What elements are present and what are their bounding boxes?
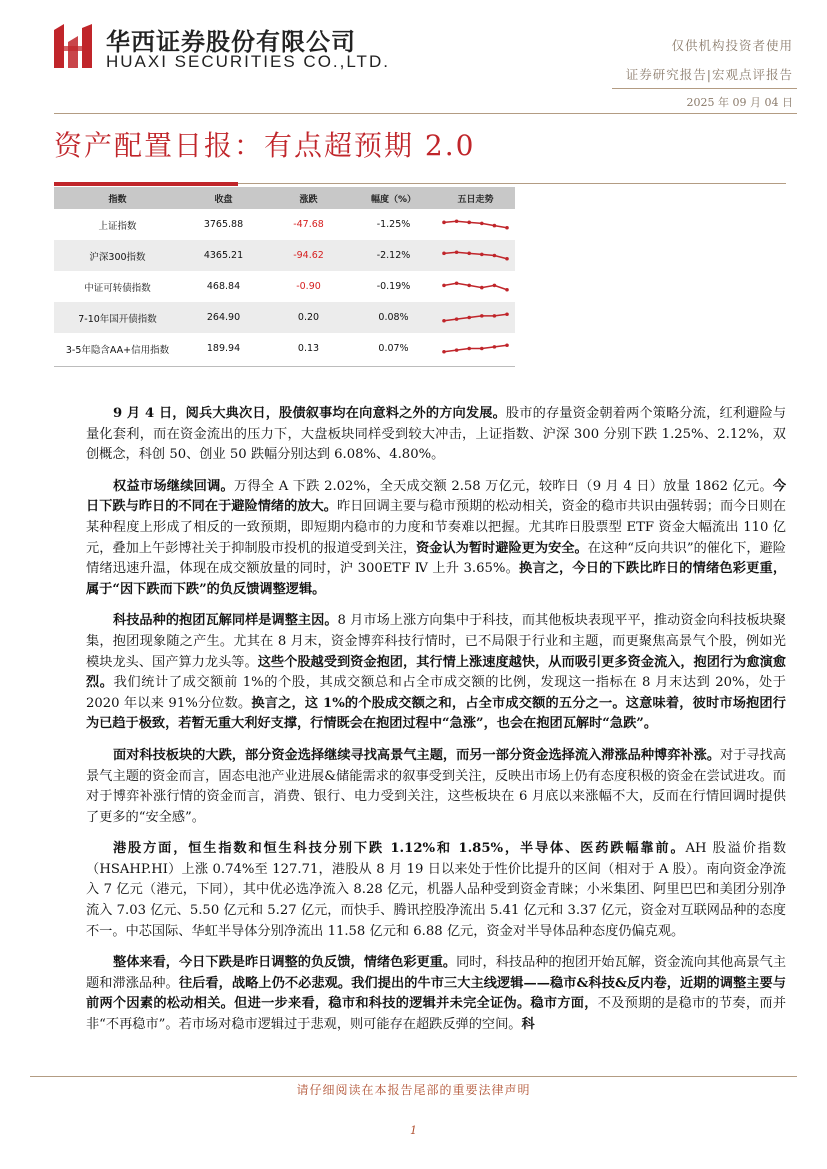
sparkline-point	[455, 219, 459, 223]
sparkline-line	[444, 314, 507, 321]
index-change: -47.68	[293, 219, 324, 230]
sparkline-line	[444, 345, 507, 352]
index-close: 3765.88	[203, 219, 244, 230]
company-name-cn: 华西证券股份有限公司	[106, 28, 356, 56]
index-change: -94.62	[293, 250, 324, 261]
table-row	[54, 271, 515, 302]
index-close: 468.84	[206, 281, 241, 292]
sparkline-point	[480, 222, 484, 226]
sparkline-point	[455, 348, 459, 352]
sparkline-point	[493, 314, 497, 318]
sparkline-line	[444, 221, 507, 228]
paragraph-5: 港股方面，恒生指数和恒生科技分别下跌 1.12%和 1.85%，半导体、医药跌幅靠前。AH 股溢价指数（HSAHP.HI）上涨 0.74%至 127.71，港股从 8 月 19 日以来处于性价比提升的区间（相对于 A 股）。南向资金净流入 7 亿元（港元，下同），其中优必选净流入 8.28 亿元，机器人品种受到资金青睐；小米集团、阿里巴巴和美团分别净流入 7.03 亿元、5.50 亿元和 5.27 亿元，而快手、腾讯控股净流出 5.41 亿元和 3.37 亿元，资金对互联网品种的态度不一。中芯国际、华虹半导体分别净流出 11.58 亿元和 6.88 亿元，资金对半导体品种态度仍偏克观。	[86, 841, 787, 939]
sparkline-line	[444, 252, 507, 259]
sparkline-point	[505, 257, 509, 261]
index-name: 3-5年隐含AA+信用指数	[65, 344, 170, 356]
sparkline-point	[467, 316, 471, 320]
page-number: 1	[410, 1124, 417, 1137]
trend-sparkline	[436, 271, 515, 302]
trend-sparkline	[436, 209, 515, 240]
header-divider	[612, 88, 797, 89]
index-pct: -1.25%	[376, 219, 411, 230]
sparkline-line	[444, 283, 507, 290]
sparkline-point	[493, 254, 497, 258]
sparkline-point	[480, 347, 484, 351]
index-name: 沪深300指数	[89, 251, 146, 263]
sparkline-point	[442, 221, 446, 225]
sparkline-point	[505, 343, 509, 347]
index-name: 中证可转债指数	[84, 282, 151, 294]
paragraph-6: 整体来看，今日下跌是昨日调整的负反馈，情绪色彩更重。同时，科技品种的抱团开始瓦解，资金流向其他高景气主题和滞涨品种。往后看，战略上仍不必悲观。我们提出的牛市三大主线逻辑——稳市&科技&反内卷，近期的调整主要与前两个因素的松动相关。但进一步来看，稳市和科技的逻辑并未完全证伪。稳市方面，不及预期的是稳市的节奏，而并非“不再稳市”。若市场对稳市逻辑过于悲观，则可能存在超跌反弹的空间。科	[86, 955, 787, 1033]
paragraph-4: 面对科技板块的大跌，部分资金选择继续寻找高景气主题，而另一部分资金选择流入滞涨品种博弈补涨。对于寻找高景气主题的资金而言，固态电池产业进展&储能需求的叙事受到关注，反映出市场上仍有态度积极的资金在尝试进攻。而对于博弈补涨行情的资金而言，消费、银行、电力受到关注，这些板块在 6 月底以来涨幅不大，反而在行情回调时提供了更多的“安全感”。	[86, 747, 787, 825]
sparkline-point	[493, 224, 497, 228]
market-index-table	[54, 187, 515, 367]
index-close: 189.94	[206, 343, 241, 354]
footer-divider	[30, 1076, 797, 1077]
index-pct: 0.08%	[378, 312, 409, 323]
table-bottom-rule	[54, 366, 515, 367]
sparkline-point	[467, 221, 471, 225]
header-change: 涨跌	[299, 194, 318, 205]
page-title: 资产配置日报：有点超预期 2.0	[54, 129, 476, 162]
sparkline-point	[480, 314, 484, 318]
index-pct: -0.19%	[376, 281, 411, 292]
sparkline-point	[505, 288, 509, 292]
index-change: -0.90	[296, 281, 321, 292]
sparkline-point	[467, 347, 471, 351]
table-row	[54, 240, 515, 271]
index-name: 上证指数	[98, 220, 137, 232]
company-name-en: HUAXI SECURITIES CO.,LTD.	[106, 52, 390, 71]
sparkline-point	[493, 284, 497, 288]
trend-sparkline	[436, 333, 515, 364]
audience-note: 仅供机构投资者使用	[671, 38, 793, 53]
sparkline-point	[442, 319, 446, 323]
header-index: 指数	[108, 194, 127, 205]
table-row	[54, 302, 515, 333]
index-change: 0.13	[297, 343, 320, 354]
trend-sparkline	[436, 240, 515, 271]
sparkline-point	[480, 253, 484, 257]
header-close: 收盘	[214, 194, 233, 205]
index-pct: 0.07%	[378, 343, 409, 354]
report-date: 2025 年 09 月 04 日	[686, 96, 793, 109]
index-pct: -2.12%	[376, 250, 411, 261]
header-pct: 幅度（%）	[370, 194, 417, 205]
sparkline-point	[442, 252, 446, 256]
legal-notice: 请仔细阅读在本报告尾部的重要法律声明	[296, 1083, 531, 1097]
sparkline-point	[442, 284, 446, 288]
sparkline-point	[505, 312, 509, 316]
index-change: 0.20	[297, 312, 320, 323]
sparkline-point	[455, 317, 459, 321]
paragraph-1: 9 月 4 日，阅兵大典次日，股债叙事均在向意料之外的方向发展。股市的存量资金朝着两个策略分流，红利避险与量化套利，而在资金流出的压力下，大盘板块同样受到较大冲击，上证指数、沪深 300 分别下跌 1.25%、2.12%，双创概念，科创 50、创业 50 跌幅分别达到 6.08%、4.80%。	[86, 406, 787, 463]
header-trend: 五日走势	[457, 194, 494, 205]
title-underline-accent	[54, 182, 238, 186]
paragraph-3: 科技品种的抱团瓦解同样是调整主因。8 月市场上涨方向集中于科技，而其他板块表现平平，推动资金向科技板块聚集，抱团现象随之产生。尤其在 8 月末，资金博弈科技行情时，已不局限于行业和主题，而更聚焦高景气个股，例如光模块龙头、国产算力龙头等。这些个股越受到资金抱团，其行情上涨速度越快，从而吸引更多资金流入，抱团行为愈演愈烈。我们统计了成交额前 1%的个股，其成交额总和占全市成交额的比例，发现这一指标在 8 月末达到 20%，处于 2020 年以来 91%分位数。换言之，这 1%的个股成交额之和，占全市成交额的五分之一。这意味着，彼时市场抱团行为已趋于极致，若暂无重大利好支撑，行情既会在抱团过程中“急涨”，也会在抱团瓦解时“急跌”。	[86, 613, 786, 732]
report-category: 证券研究报告|宏观点评报告	[625, 67, 793, 82]
table-header-row	[54, 187, 515, 209]
index-close: 264.90	[206, 312, 241, 323]
index-close: 4365.21	[203, 250, 244, 261]
sparkline-point	[455, 281, 459, 285]
sparkline-point	[467, 252, 471, 256]
sparkline-point	[493, 345, 497, 349]
title-underline	[238, 183, 786, 184]
sparkline-point	[455, 250, 459, 254]
sparkline-point	[442, 350, 446, 354]
sparkline-point	[480, 286, 484, 290]
article-body	[86, 404, 786, 1047]
sparkline-point	[467, 284, 471, 288]
table-row	[54, 333, 515, 364]
table-row	[54, 209, 515, 240]
header-divider-2	[54, 113, 797, 114]
paragraph-2: 权益市场继续回调。万得全 A 下跌 2.02%，全天成交额 2.58 万亿元，较昨日（9 月 4 日）放量 1862 亿元。今日下跌与昨日的不同在于避险情绪的放大。昨日回调主要与稳市预期的松动相关，资金的稳市共识由强转弱；而今日则在某种程度上形成了相反的一致预期，即短期内稳市的力度和节奏难以把握。尤其昨日股票型 ETF 资金大幅流出 110 亿元，叠加上午彭博社关于抑制股市投机的报道受到关注，资金认为暂时避险更为安全。在这种“反向共识”的催化下，避险情绪迅速升温，体现在成交额放量的同时，沪 300ETF Ⅳ 上升 3.65%。换言之，今日的下跌比昨日的情绪色彩更重，属于“因下跌而下跌”的负反馈调整逻辑。	[86, 478, 787, 597]
trend-sparkline	[436, 302, 515, 333]
sparkline-point	[505, 226, 509, 230]
index-name: 7-10年国开债指数	[78, 313, 157, 325]
huaxi-logo-icon	[54, 24, 92, 68]
